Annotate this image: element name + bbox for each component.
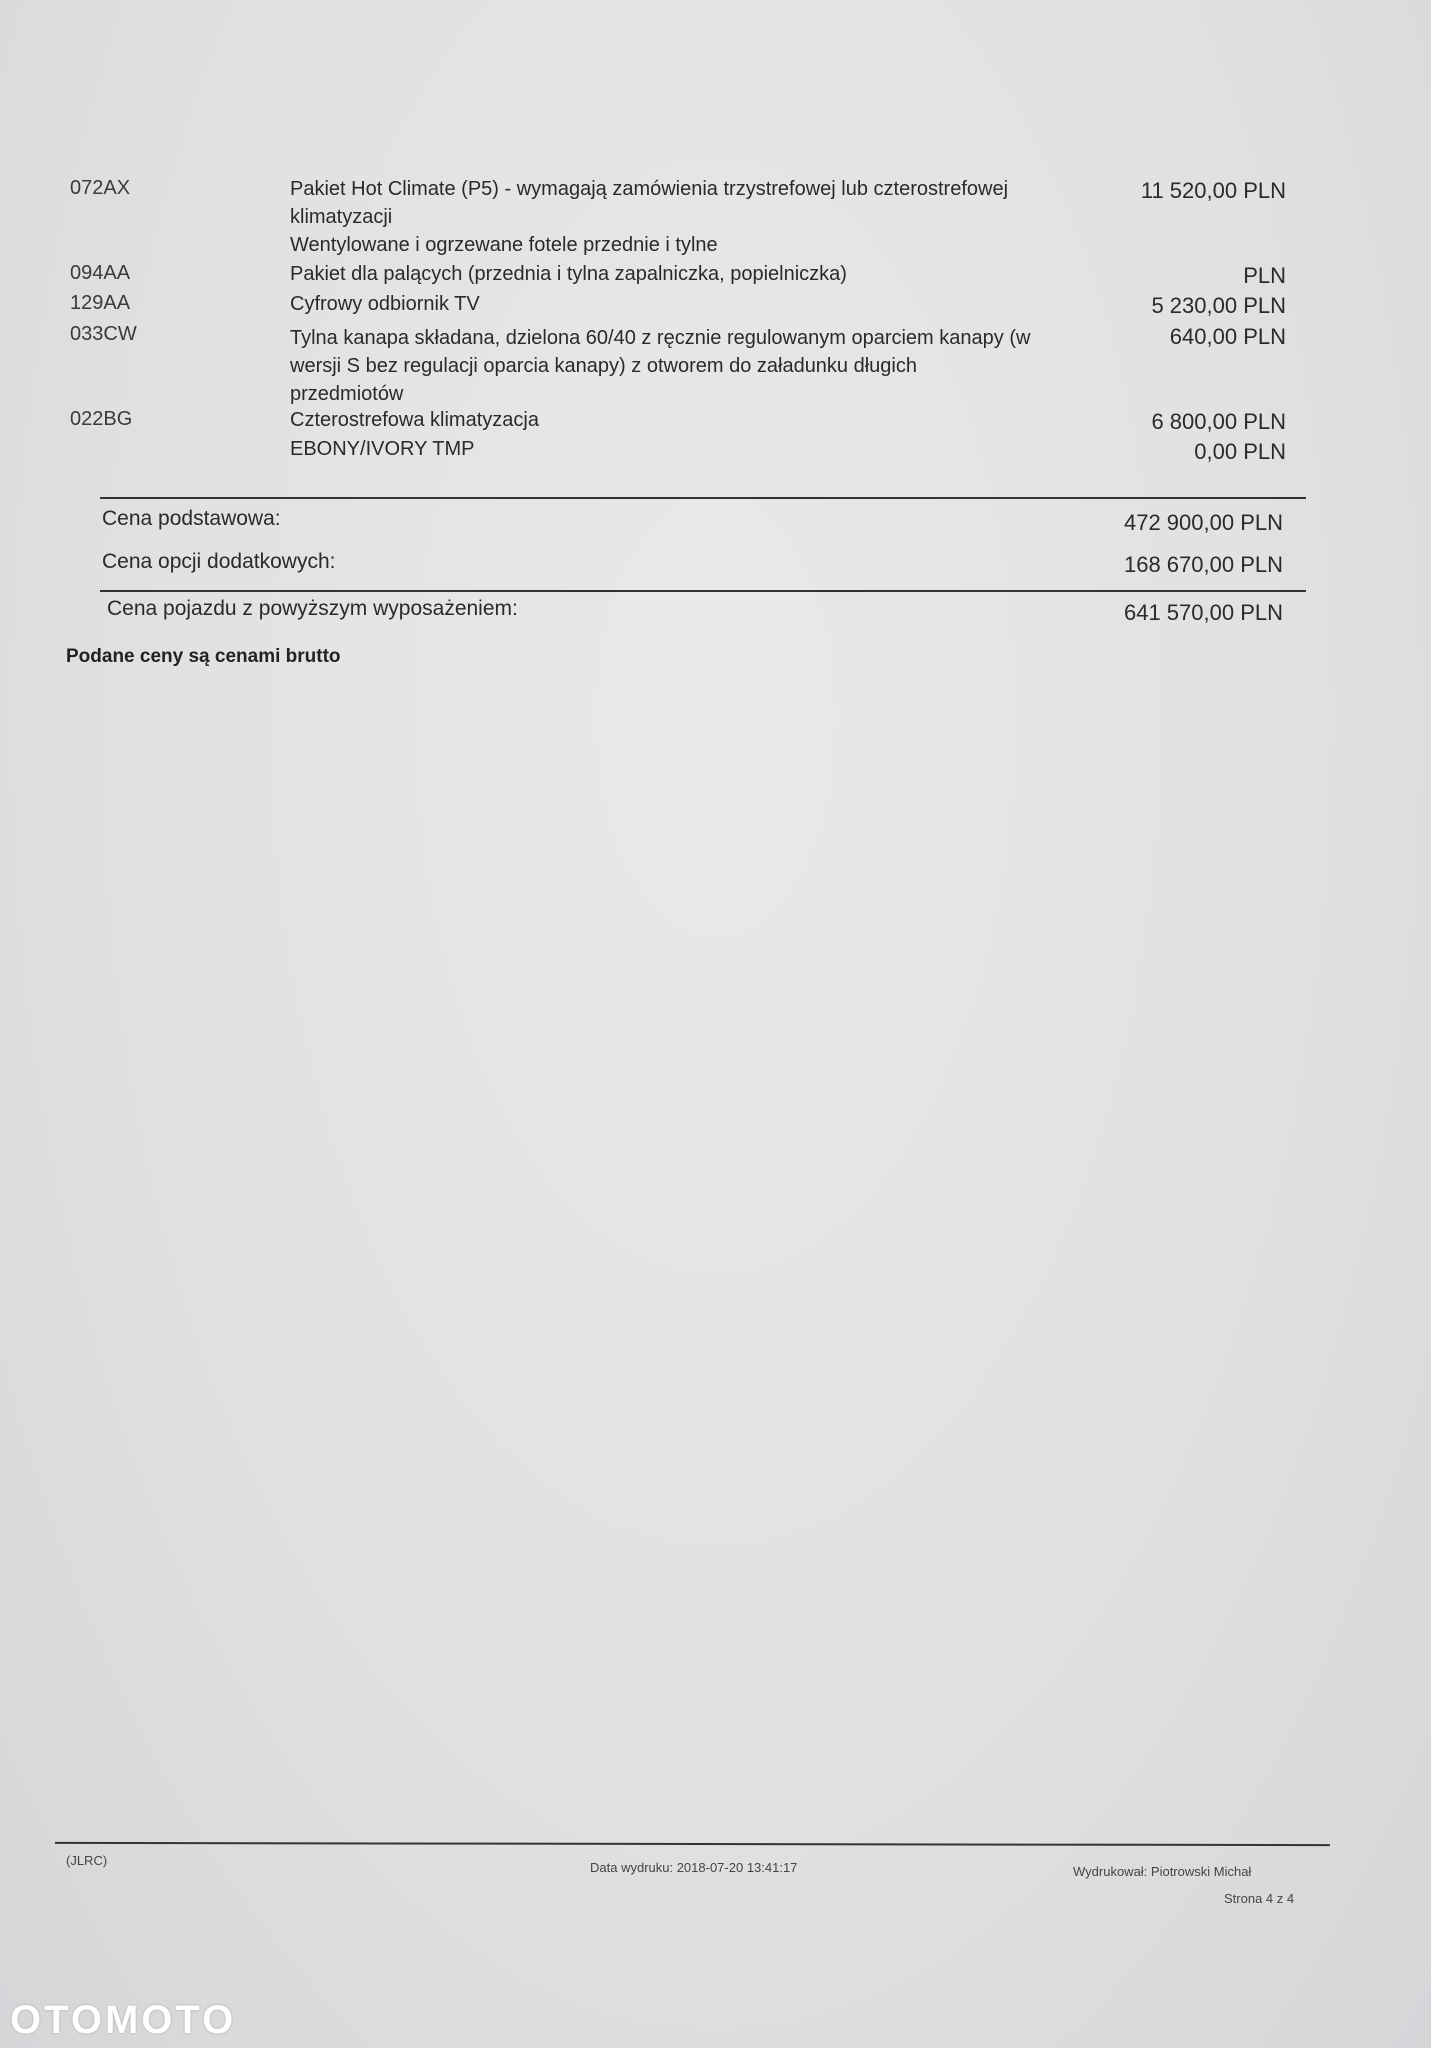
option-description xyxy=(290,175,1070,259)
option-description-line: EBONY/IVORY TMP xyxy=(290,438,475,460)
option-description-line: Cyfrowy odbiornik TV xyxy=(290,293,480,315)
footer-page-number: Strona 4 z 4 xyxy=(1224,1891,1295,1906)
option-description-line: Wentylowane i ogrzewane fotele przednie i tylne xyxy=(290,234,718,256)
option-description-line: przedmiotów xyxy=(290,383,404,405)
option-price: 0,00 PLN xyxy=(1194,439,1286,464)
option-description-line: wersji S bez regulacji oparcia kanapy) z otworem do załadunku długich xyxy=(290,355,917,377)
option-code: 094AA xyxy=(70,262,131,284)
base-price-value: 472 900,00 PLN xyxy=(1123,510,1283,535)
option-description xyxy=(290,260,1070,288)
option-price: 5 230,00 PLN xyxy=(1151,293,1286,318)
option-code: 129AA xyxy=(70,292,131,314)
option-price: 640,00 PLN xyxy=(1169,324,1286,349)
footer-divider xyxy=(55,1842,1330,1846)
footer-code: (JLRC) xyxy=(66,1853,108,1868)
total-price-value: 641 570,00 PLN xyxy=(1123,600,1283,625)
option-code: 072AX xyxy=(70,177,131,199)
gross-price-note: Podane ceny są cenami brutto xyxy=(66,646,341,667)
total-price-label: Cena pojazdu z powyższym wyposażeniem: xyxy=(107,597,518,620)
footer-print-date: Data wydruku: 2018-07-20 13:41:17 xyxy=(590,1860,798,1875)
option-description-line: Pakiet Hot Climate (P5) - wymagają zamówienia trzystrefowej lub czterostrefowej xyxy=(290,178,1009,200)
option-description-line: Tylna kanapa składana, dzielona 60/40 z ręcznie regulowanym oparciem kanapy (w xyxy=(290,327,1031,349)
option-code: 022BG xyxy=(70,408,133,430)
summary-total-divider xyxy=(100,590,1306,592)
option-code: 033CW xyxy=(70,323,137,345)
option-description-line: klimatyzacji xyxy=(290,206,393,228)
option-description xyxy=(290,406,1070,434)
otomoto-logo: OTOMOTO xyxy=(10,1998,237,2042)
option-price: 11 520,00 PLN xyxy=(1140,178,1286,203)
summary-top-divider xyxy=(100,497,1306,499)
footer-printed-by: Wydrukował: Piotrowski Michał xyxy=(1073,1864,1252,1879)
options-price-label: Cena opcji dodatkowych: xyxy=(102,550,336,573)
option-description xyxy=(290,324,1070,408)
base-price-label: Cena podstawowa: xyxy=(102,507,281,530)
options-price-value: 168 670,00 PLN xyxy=(1123,552,1283,577)
option-description-line: Pakiet dla palących (przednia i tylna zapalniczka, popielniczka) xyxy=(290,263,847,285)
option-description xyxy=(290,435,1070,463)
option-description xyxy=(290,290,1070,318)
option-description-line: Czterostrefowa klimatyzacja xyxy=(290,409,539,431)
option-price: 6 800,00 PLN xyxy=(1151,409,1286,434)
option-price: PLN xyxy=(1243,263,1286,288)
